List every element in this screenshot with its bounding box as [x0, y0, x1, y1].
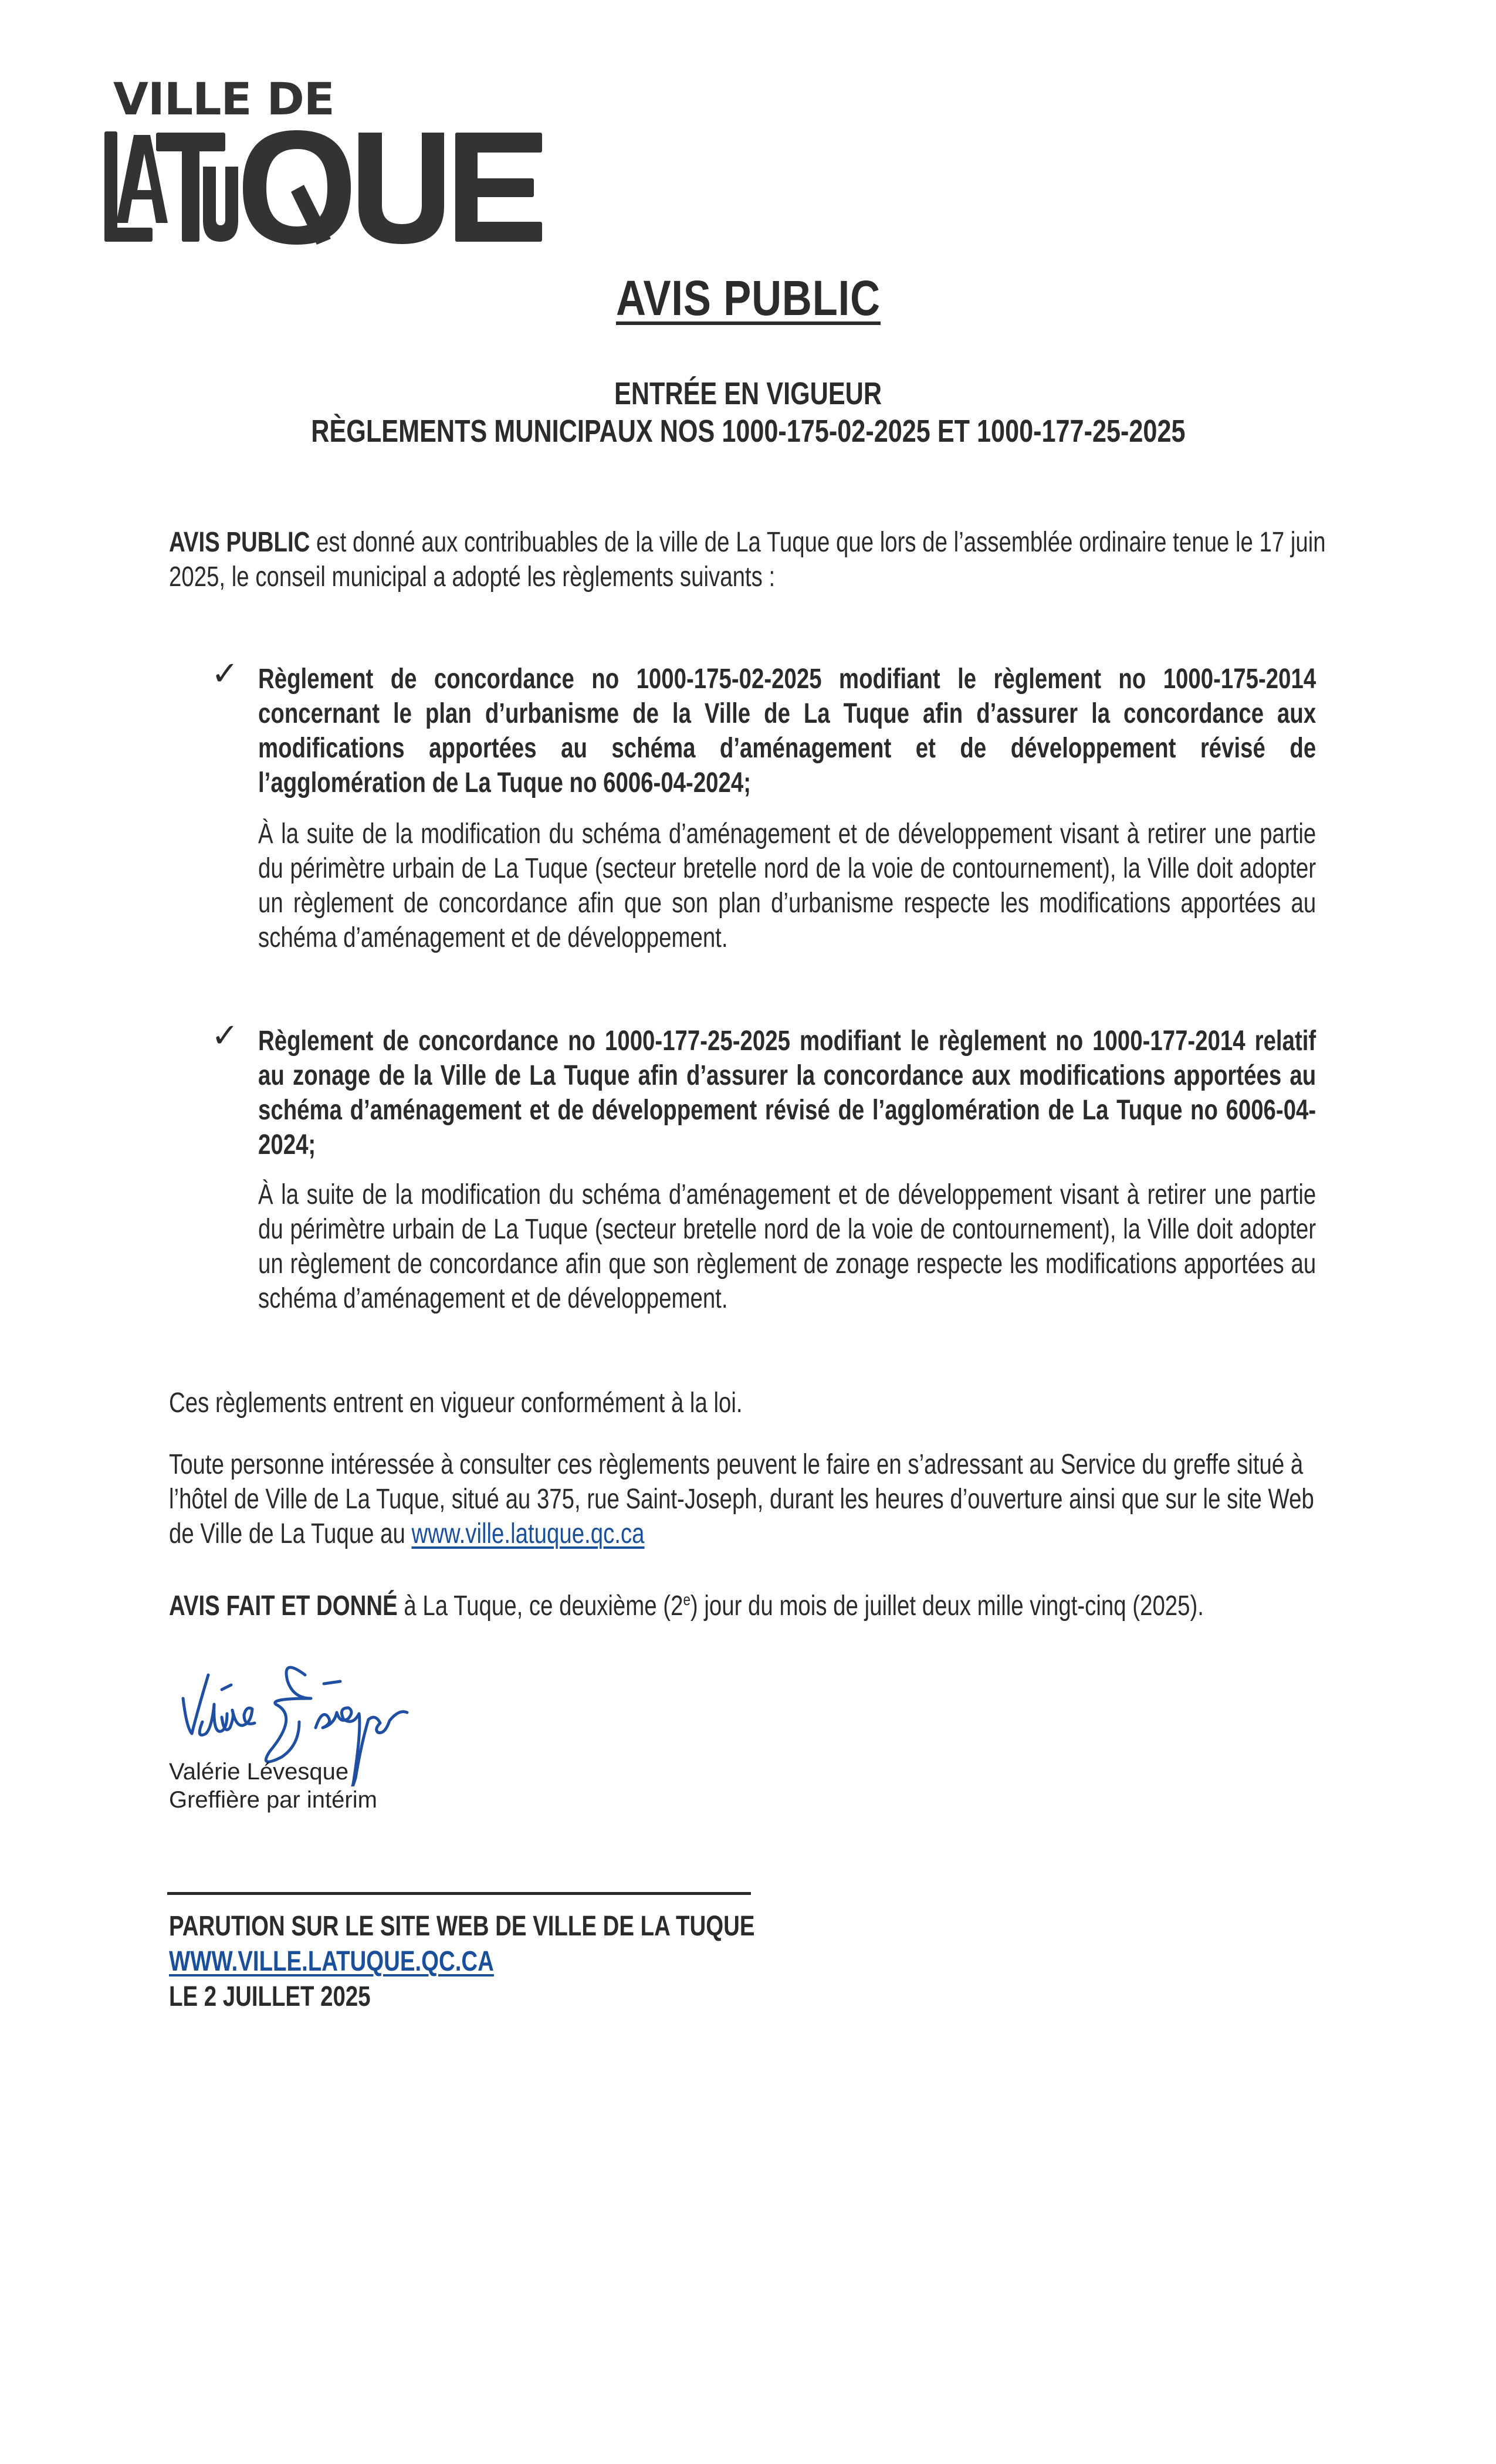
bullet-2-title: Règlement de concordance no 1000-177-25-2025 modifiant le règlement no 1000-177-2014 relatif au zonage de la Ville de La Tuque afin d’assurer la concordance aux modifications apportées au schéma d’aménagement et de développement révisé de l’agglomération de La Tuque no 6006-04-2024;: [258, 1025, 1316, 1160]
footer-divider: [167, 1892, 751, 1895]
footer-publication: PARUTION SUR LE SITE WEB DE VILLE DE LA TUQUE: [169, 1911, 755, 1942]
signatory-role: Greffière par intérim: [169, 1787, 377, 1813]
signatory-name: Valérie Lévesque: [169, 1759, 349, 1785]
logo-ville-de: VILLE DE: [113, 73, 334, 125]
bullet-1-body: À la suite de la modification du schéma d’aménagement et de développement visant à retirer une partie du périmètre urbain de La Tuque (secteur bretelle nord de la voie de contournement), la Ville doit adopter un règlement de concordance afin que son plan d’urbanisme respecte les modifications apportées au schéma d’aménagement et de développement.: [258, 818, 1316, 953]
bullet-1-title: Règlement de concordance no 1000-175-02-2025 modifiant le règlement no 1000-175-2014 concernant le plan d’urbanisme de la Ville de La Tuque afin d’assurer la concordance aux modifications apportées au schéma d’aménagement et de développement révisé de l’agglomération de La Tuque no 6006-04-2024;: [258, 664, 1316, 798]
footer-date: LE 2 JUILLET 2025: [169, 1981, 371, 2012]
intro-paragraph: [169, 525, 1336, 594]
subtitle-line-1: ENTRÉE EN VIGUEUR: [614, 376, 882, 411]
checkmark-icon: ✓: [211, 655, 239, 692]
title-text: AVIS PUBLIC: [615, 270, 881, 326]
footer-link-wrap: [169, 1944, 494, 1979]
checkmark-icon: ✓: [211, 1017, 239, 1054]
latuque-wordmark-icon: [103, 130, 544, 245]
bullet-2-body: À la suite de la modification du schéma d’aménagement et de développement visant à retirer une partie du périmètre urbain de La Tuque (secteur bretelle nord de la voie de contournement), la Ville doit adopter un règlement de concordance afin que son règlement de zonage respecte les modifications apportées au schéma d’aménagement et de développement.: [258, 1179, 1316, 1314]
intro-bold: AVIS PUBLIC: [169, 527, 310, 558]
given-statement: AVIS FAIT ET DONNÉ à La Tuque, ce deuxième (2e) jour du mois de juillet deux mille vingt-cinq (2025).: [169, 1590, 1204, 1622]
subtitle-line-2: RÈGLEMENTS MUNICIPAUX NOS 1000-175-02-2025 ET 1000-177-25-2025: [310, 414, 1186, 449]
footer-website-link[interactable]: WWW.VILLE.LATUQUE.QC.CA: [169, 1946, 494, 1977]
intro-text: est donné aux contribuables de la ville de La Tuque que lors de l’assemblée ordinaire tenue le 17 juin 2025, le conseil municipal a adopté les règlements suivants :: [169, 527, 1326, 593]
consult-paragraph: Toute personne intéressée à consulter ces règlements peuvent le faire en s’adressant au Service du greffe situé à l’hôtel de Ville de La Tuque, situé au 375, rue Saint-Joseph, durant les heures d’ouverture ainsi que sur le site Web de Ville de La Tuque au www.ville.latuque.qc.ca: [169, 1449, 1314, 1549]
in-force-statement: Ces règlements entrent en vigueur conformément à la loi.: [169, 1387, 743, 1419]
logo-latuque: [103, 130, 544, 245]
page-title: [0, 270, 1496, 326]
website-link[interactable]: www.ville.latuque.qc.ca: [411, 1518, 645, 1549]
